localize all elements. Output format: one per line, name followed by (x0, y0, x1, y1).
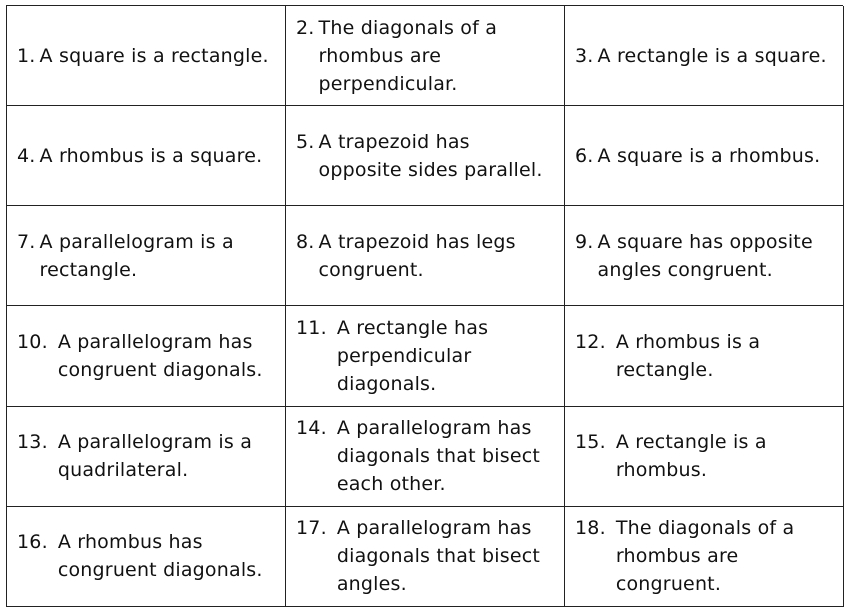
statement-number: 6. (575, 144, 594, 167)
statement-number: 2. (296, 16, 315, 39)
statement-text: A rhombus is a square. (39, 144, 263, 167)
statement-14 (296, 414, 556, 498)
table-cell (565, 407, 844, 507)
statement-text: A parallelogram is a quadrilateral. (57, 431, 253, 482)
statement-number: 5. (296, 130, 315, 153)
table-cell (286, 6, 565, 106)
table-cell (7, 6, 286, 106)
statement-number: 10. (17, 331, 48, 354)
statement-7 (17, 228, 277, 284)
statement-text: A parallelogram is a rectangle. (39, 230, 234, 281)
statement-text: A parallelogram has diagonals that bisect each other. (336, 417, 541, 496)
statement-number: 15. (575, 431, 606, 454)
statement-text: A rhombus is a rectangle. (615, 331, 761, 382)
statement-number: 14. (296, 417, 327, 440)
statement-text: A parallelogram has congruent diagonals. (57, 331, 263, 382)
statement-number: 1. (17, 44, 36, 67)
statement-text: A rhombus has congruent diagonals. (57, 531, 263, 582)
statement-11 (296, 314, 556, 398)
table-cell (565, 106, 844, 206)
table-cell (286, 106, 565, 206)
statement-text: The diagonals of a rhombus are congruent. (615, 517, 795, 596)
table-cell (565, 6, 844, 106)
statement-12 (575, 328, 835, 384)
statement-2 (296, 14, 556, 98)
statement-number: 9. (575, 230, 594, 253)
statement-text: A rectangle is a rhombus. (615, 431, 767, 482)
statement-15 (575, 428, 835, 484)
table-cell (7, 106, 286, 206)
statement-4 (17, 142, 262, 170)
statement-9 (575, 228, 835, 284)
table-cell (565, 306, 844, 406)
statement-text: A trapezoid has legs congruent. (318, 230, 516, 281)
table-cell (286, 206, 565, 306)
statement-number: 11. (296, 317, 327, 340)
statement-16 (17, 528, 277, 584)
table-cell (286, 507, 565, 607)
statement-13 (17, 428, 277, 484)
statement-text: A square has opposite angles congruent. (597, 230, 813, 281)
statement-text: The diagonals of a rhombus are perpendicular. (318, 16, 498, 95)
table-cell (286, 407, 565, 507)
table-cell (565, 507, 844, 607)
statement-number: 12. (575, 331, 606, 354)
statement-5 (296, 128, 556, 184)
statement-text: A trapezoid has opposite sides parallel. (318, 130, 543, 181)
statement-8 (296, 228, 556, 284)
statement-text: A rectangle has perpendicular diagonals. (336, 317, 489, 396)
statement-number: 8. (296, 230, 315, 253)
statement-text: A parallelogram has diagonals that bisect angles. (336, 517, 541, 596)
table-cell (565, 206, 844, 306)
statement-number: 18. (575, 517, 606, 540)
statement-number: 13. (17, 431, 48, 454)
table-cell (286, 306, 565, 406)
statement-number: 17. (296, 517, 327, 540)
statement-number: 16. (17, 531, 48, 554)
statement-1 (17, 42, 269, 70)
statement-number: 4. (17, 144, 36, 167)
table-cell (7, 507, 286, 607)
statement-17 (296, 514, 556, 598)
table-cell (7, 206, 286, 306)
statement-10 (17, 328, 277, 384)
statement-text: A square is a rectangle. (39, 44, 269, 67)
table-cell (7, 306, 286, 406)
statement-18 (575, 514, 835, 598)
statement-text: A rectangle is a square. (597, 44, 827, 67)
statement-table (6, 5, 843, 607)
statement-6 (575, 142, 820, 170)
statement-text: A square is a rhombus. (597, 144, 821, 167)
statement-number: 3. (575, 44, 594, 67)
table-cell (7, 407, 286, 507)
statement-3 (575, 42, 827, 70)
statement-number: 7. (17, 230, 36, 253)
